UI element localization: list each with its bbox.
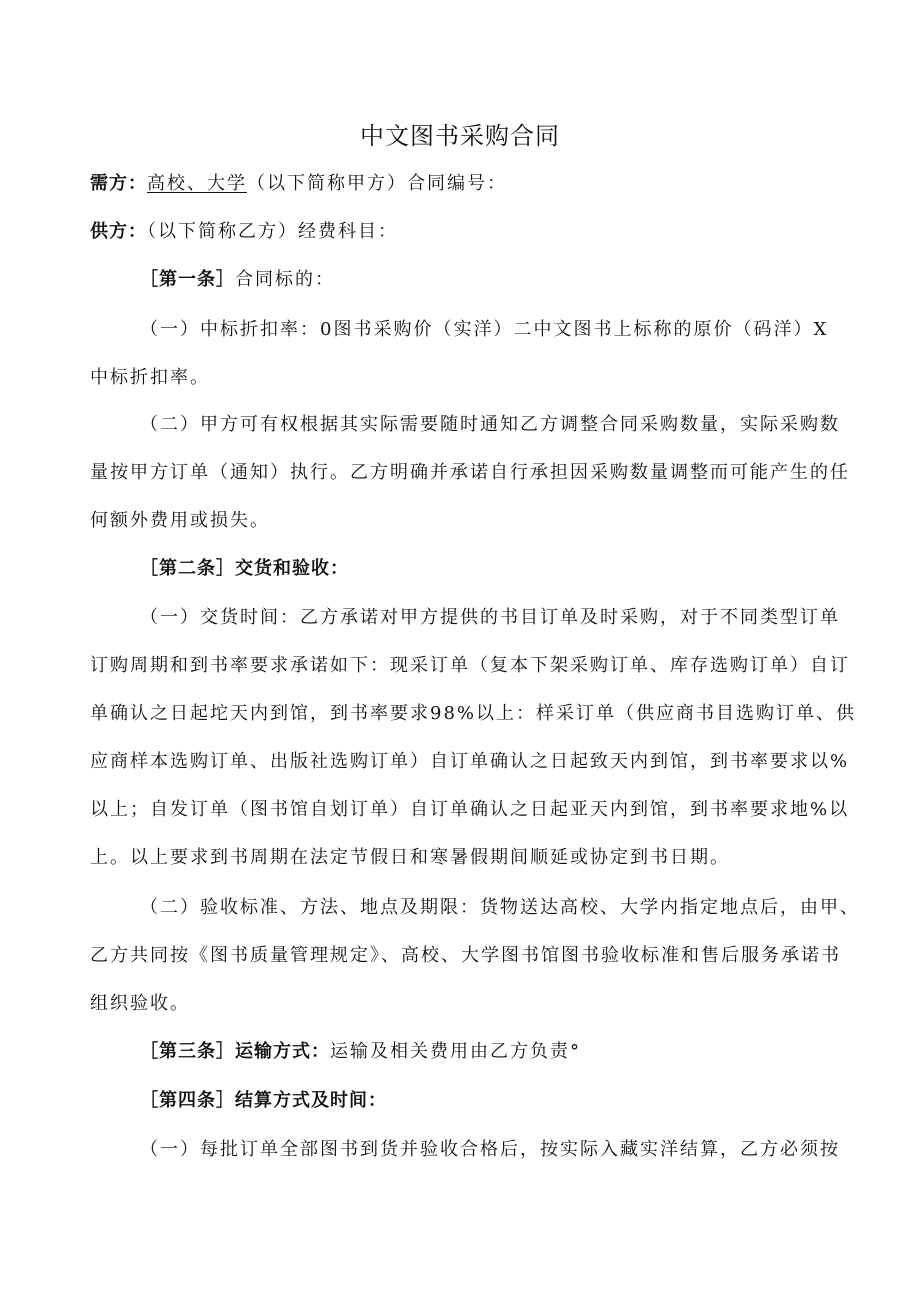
article-3-line <box>140 1040 581 1064</box>
article-1-p2-line-3: 何额外费用或损失。 <box>90 510 270 531</box>
article-1-p1-line-2: 中标折扣率。 <box>90 367 210 388</box>
article-3-text: 运输及相关费用由乙方负责° <box>330 1041 581 1062</box>
article-4-heading: ［第四条］结算方式及时间： <box>140 1090 387 1111</box>
supplier-rest: （以下简称乙方）经费科目： <box>147 221 398 242</box>
supplier-line <box>90 220 398 244</box>
article-1-p1-line-1: （一）中标折扣率：0图书采购价（实洋）二中文图书上标称的原价（码洋）X <box>140 319 829 340</box>
article-3-heading: ［第三条］运输方式： <box>140 1041 330 1062</box>
supplier-label: 供方： <box>90 221 147 242</box>
article-2-p1-line-5: 以上；自发订单（图书馆自划订单）自订单确认之日起亚天内到馆，到书率要求地%以 <box>90 799 850 820</box>
article-2-heading: ［第二条］交货和验收： <box>140 558 349 579</box>
buyer-line <box>90 172 507 196</box>
article-2-p1-line-1: （一）交货时间：乙方承诺对甲方提供的书目订单及时采购，对于不同类型订单 <box>140 607 840 628</box>
article-1-title: 合同标的： <box>235 269 335 290</box>
article-1-p2-line-1: （二）甲方可有权根据其实际需要随时通知乙方调整合同采购数量，实际采购数 <box>140 414 840 435</box>
article-2-p2-line-1: （二）验收标准、方法、地点及期限：货物送达高校、大学内指定地点后，由甲、 <box>140 897 860 918</box>
article-2-p2-line-3: 组织验收。 <box>90 993 190 1014</box>
article-2-p1-line-6: 上。以上要求到书周期在法定节假日和寒暑假期间顺延或协定到书日期。 <box>90 847 730 868</box>
buyer-rest: （以下简称甲方）合同编号： <box>247 173 507 194</box>
article-1-heading <box>140 268 335 292</box>
article-2-p1-line-2: 订购周期和到书率要求承诺如下：现采订单（复本下架采购订单、库存选购订单）自订 <box>90 655 850 676</box>
article-1-p2-line-2: 量按甲方订单（通知）执行。乙方明确并承诺自行承担因采购数量调整而可能产生的任 <box>90 462 850 483</box>
article-2-p1-line-3: 单确认之日起坨天内到馆，到书率要求98%以上：样采订单（供应商书目选购订单、供 <box>90 703 857 724</box>
buyer-label: 需方： <box>90 173 147 194</box>
article-2-p1-line-4: 应商样本选购订单、出版社选购订单）自订单确认之日起致天内到馆，到书率要求以% <box>90 751 850 772</box>
document-title: 中文图书采购合同 <box>360 122 560 150</box>
article-2-p2-line-2: 乙方共同按《图书质量管理规定》、高校、大学图书馆图书验收标准和售后服务承诺书 <box>90 945 841 966</box>
article-4-p1-line-1: （一）每批订单全部图书到货并验收合格后，按实际入藏实洋结算，乙方必须按 <box>140 1139 840 1160</box>
article-1-number: ［第一条］ <box>140 269 235 290</box>
buyer-value: 高校、大学 <box>147 173 247 194</box>
